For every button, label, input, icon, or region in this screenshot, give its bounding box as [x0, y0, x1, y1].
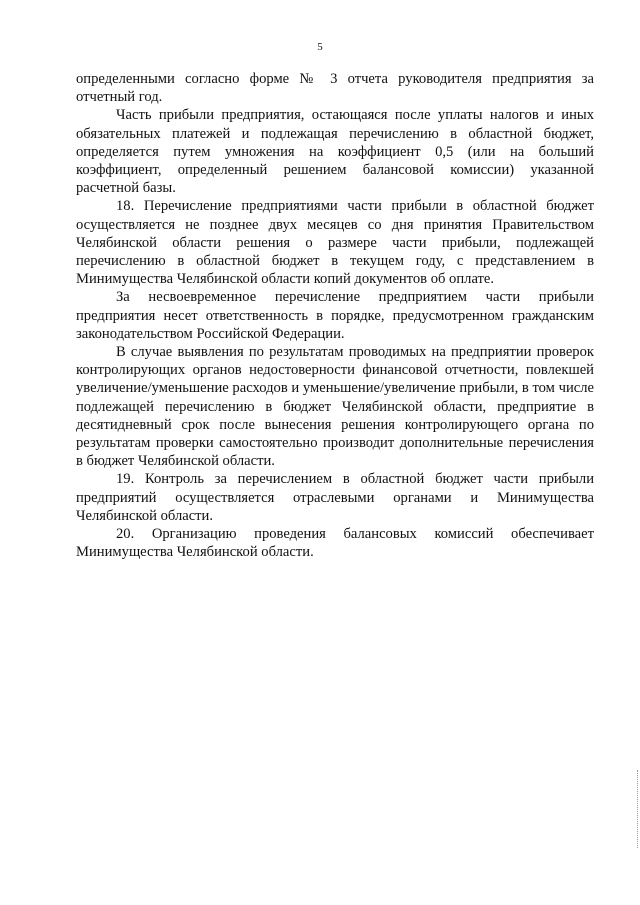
- paragraph-item-20: 20. Организацию проведения балансовых комиссий обеспечивает Минимущества Челябинской области.: [76, 526, 594, 561]
- scan-edge-mark: [636, 770, 638, 848]
- paragraph-audit-findings: В случае выявления по результатам проводимых на предприятии проверок контролирующих органов недостоверности финансовой отчетности, повлекшей увеличение/уменьшение расходов и уменьшение/увеличение прибыли, в том числе подлежащей перечислению в бюджет Челябинской области, предприятие в десятидневный срок после вынесения решения контролирующего органа по результатам проверки самостоятельно производит дополнительные перечисления в бюджет Челябинской области.: [76, 344, 594, 470]
- document-body: [76, 70, 594, 561]
- paragraph-item-19: 19. Контроль за перечислением в областной бюджет части прибыли предприятий осуществляется отраслевыми органами и Минимущества Челябинской области.: [76, 471, 594, 524]
- page-number: 5: [317, 41, 323, 53]
- paragraph-liability: За несвоевременное перечисление предприятием части прибыли предприятия несет ответственность в порядке, предусмотренном гражданским законодательством Российской Федерации.: [76, 289, 594, 342]
- paragraph-continuation: определенными согласно форме № 3 отчета руководителя предприятия за отчетный год.: [76, 71, 594, 106]
- paragraph-item-18: 18. Перечисление предприятиями части прибыли в областной бюджет осуществляется не позднее двух месяцев со дня принятия Правительством Челябинской области решения о размере части прибыли, подлежащей перечислению в областной бюджет в текущем году, с представлением в Минимущества Челябинской области копий документов об оплате.: [76, 198, 594, 288]
- paragraph-profit-share: Часть прибыли предприятия, остающаяся после уплаты налогов и иных обязательных платежей и подлежащая перечислению в областной бюджет, определяется путем умножения на коэффициент 0,5 (или на больший коэффициент, определенный решением балансовой комиссии) указанной расчетной базы.: [76, 107, 594, 197]
